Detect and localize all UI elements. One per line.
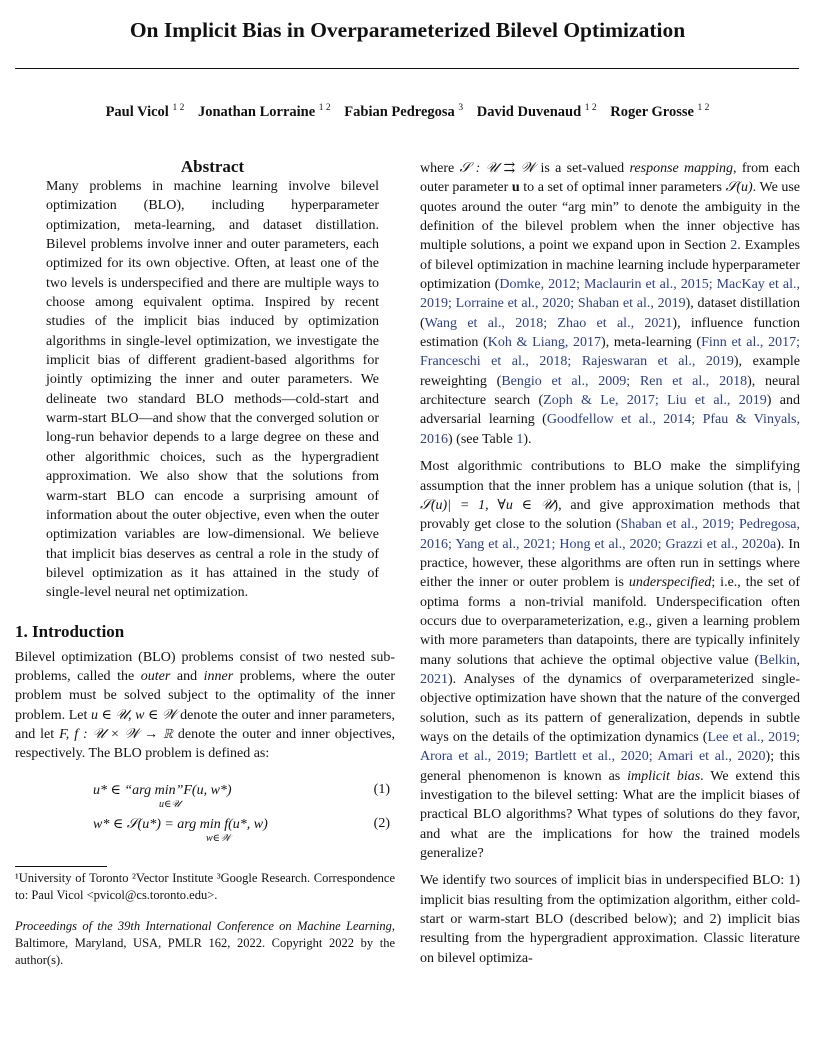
author — [477, 104, 597, 120]
citation-link[interactable]: Goodfellow et al., 2014; Pfau & Vinyals, 2016 — [420, 412, 800, 447]
citation-link[interactable]: Finn et al., 2017; Franceschi et al., 2018; Rajeswaran et al., 2019 — [420, 335, 801, 370]
text-run: denote the outer and inner parameters, and let — [15, 707, 396, 742]
text-run: denote the outer and inner objectives, respectively. The BLO problem is defined as: — [15, 726, 395, 762]
text-run: ), influence function estimation ( — [420, 315, 800, 351]
section-link[interactable]: 2 — [730, 238, 738, 254]
citation-link[interactable]: Zoph & Le, 2017; Liu et al., 2019 — [543, 393, 767, 409]
author-affiliation: 1 2 — [697, 103, 710, 113]
body-paragraph — [420, 159, 800, 449]
author — [106, 104, 185, 120]
author — [198, 104, 331, 120]
footnote — [15, 870, 395, 904]
table-link[interactable]: 1 — [516, 431, 524, 447]
author — [344, 104, 463, 120]
author-list — [0, 103, 815, 121]
footnote-correspondence: Correspondence to: Paul Vicol <pvicol@cs.toronto.edu>. — [15, 870, 396, 902]
author-name: Jonathan Lorraine — [197, 103, 316, 120]
footnote-affiliations: ¹University of Toronto ²Vector Institute ³Google Research. — [15, 870, 311, 885]
proceedings-details: , Baltimore, Maryland, USA, PMLR 162, 2022. Copyright 2022 by the author(s). — [15, 918, 395, 967]
citation-link[interactable]: Wang et al., 2018; Zhao et al., 2021 — [424, 315, 673, 331]
intro-paragraph — [15, 648, 395, 764]
equation-body: w* ∈ 𝒮(u*) = arg min f(u*, w) — [93, 816, 268, 832]
text-run: ), dataset distillation ( — [420, 296, 800, 331]
text-run: . Examples of bilevel optimization in machine learning include hyperparameter optimization ( — [420, 238, 800, 293]
equation-number: (1) — [373, 781, 390, 797]
emphasis: underspecified — [628, 575, 712, 591]
emphasis: outer — [140, 668, 171, 684]
abstract-text: Many problems in machine learning involve bilevel optimization (BLO), including hyperparameter optimization, meta-learning, and dataset distillation. Bilevel problems involve inner and outer parameters, each optimized for its own objective. Often, at least one of the two levels is underspecified and there are multiple ways to choose among equivalent optima. Inspired by recent studies of the implicit bias induced by optimization algorithms in single-level optimization, we investigate the implicit bias of different gradient-based algorithms for jointly optimizing the inner and outer parameters. We delineate two standard BLO methods—cold-start and warm-start BLO—and show that the converged solution or long-run behavior depends to a large degree on these and other algorithmic choices, such as the hypergradient approximation. We also show that the solutions from warm-start BLO can encode a surprising amount of information about the outer objective, even when the outer optimization variables are low-dimensional. We believe that implicit bias deserves as central a role in the study of bilevel optimization as it has attained in the study of single-level neural net optimization. — [46, 179, 379, 601]
footnote-rule — [15, 866, 107, 867]
abstract-section — [46, 156, 379, 603]
text-run: Bilevel optimization (BLO) problems consist of two nested sub-problems, called the — [15, 649, 395, 684]
equation-subscript: u∈𝒰 — [159, 798, 181, 810]
text-run: ), example reweighting ( — [420, 354, 800, 389]
text-run: ; i.e., the set of optima forms a non-trivial manifold. Underspecification often occurs due to overparameterization, e.g., given a learning problem with more parameters than datapoints, there are typically infinitely many solutions that achieve the optimal objective value ( — [420, 575, 800, 668]
author-name: Roger Grosse — [610, 103, 694, 120]
text-run: ). — [523, 431, 532, 447]
citation-link[interactable]: Domke, 2012; Maclaurin et al., 2015; MacKay et al., 2019; Lorraine et al., 2020; Shaban et al., 2019 — [420, 277, 800, 312]
right-column — [420, 159, 800, 968]
proceedings-venue: Proceedings of the 39th International Conference on Machine Learning — [15, 918, 392, 933]
equation-2 — [15, 816, 395, 850]
equation-subscript: w∈𝒲 — [206, 832, 231, 844]
text-run: problems, where the outer problem must be solved subject to the optimality of the inner problem. Let — [15, 668, 395, 723]
equation-block — [15, 782, 395, 850]
inline-math: 𝒮(u) — [725, 180, 753, 196]
citation-link[interactable]: Lee et al., 2019; Arora et al., 2019; Bartlett et al., 2020; Amari et al., 2020 — [420, 729, 800, 765]
inline-math: 𝒮 : 𝒰 ⇉ 𝒲 — [459, 161, 536, 176]
citation-link[interactable]: Bengio et al., 2009; Ren et al., 2018 — [501, 373, 748, 389]
equation-1 — [15, 782, 395, 816]
text-run: to a set of optimal inner parameters — [519, 180, 726, 196]
text-run: is a set-valued — [535, 161, 630, 176]
text-run: and — [170, 668, 204, 684]
author-affiliation: 3 — [458, 103, 464, 113]
author-affiliation: 1 2 — [318, 103, 331, 113]
text-run: , from each outer parameter — [420, 161, 800, 196]
author — [610, 104, 709, 120]
paper-title: On Implicit Bias in Overparameterized Bilevel Optimization — [129, 18, 686, 42]
section-heading-introduction: 1. Introduction — [15, 621, 125, 641]
author-affiliation: 1 2 — [172, 103, 185, 113]
abstract-heading: Abstract — [180, 157, 245, 176]
text-run: , — [796, 652, 800, 668]
equation-number: (2) — [373, 815, 390, 831]
text-run: ). Analyses of the dynamics of overparameterized single-objective optimization have shown that the nature of the converged solution, such as its pattern of generalization, depends in subtle ways on the details of the optimization dynamics ( — [420, 671, 800, 745]
citation-link[interactable]: Belkin — [759, 652, 797, 668]
text-run: ) and adversarial learning ( — [420, 393, 800, 428]
inline-math: u ∈ 𝒰, w ∈ 𝒲 — [90, 707, 177, 723]
equation-body: u* ∈ “arg min”F(u, w*) — [93, 782, 232, 798]
citation-link[interactable]: 2021 — [420, 671, 448, 687]
emphasis: implicit bias — [627, 768, 701, 784]
author-name: Fabian Pedregosa — [344, 103, 455, 120]
body-paragraph — [420, 457, 800, 863]
text-run: ), neural architecture search ( — [420, 373, 800, 409]
text-run: . We extend this investigation to the bilevel setting: What are the implicit biases of practical BLO algorithms? What types of solutions do they favor, and what are the implications for how the trained models generalize? — [420, 768, 800, 862]
emphasis: response mapping — [629, 161, 734, 176]
left-column — [15, 156, 395, 981]
text-run: ); this general phenomenon is known as — [420, 749, 801, 784]
inline-math: |𝒮(u)| = 1, ∀u ∈ 𝒰 — [420, 478, 800, 513]
text-run: Most algorithmic contributions to BLO make the simplifying assumption that the inner problem has a unique solution (that is, — [420, 459, 800, 494]
title-rule — [15, 68, 799, 69]
text-run: . We use quotes around the outer “arg min” to denote the ambiguity in the definition of the bilevel problem when the inner objective has multiple solutions, a point we expand upon in Section — [420, 180, 801, 254]
citation-link[interactable]: Koh & Liang, 2017 — [487, 335, 602, 351]
author-name: Paul Vicol — [105, 103, 169, 120]
text-run: ) (see Table — [448, 431, 517, 447]
emphasis: inner — [203, 668, 234, 684]
inline-math: u — [511, 180, 520, 196]
text-run: ), meta-learning ( — [601, 335, 702, 351]
text-run: ), and give approximation methods that provably get close to the solution ( — [420, 497, 801, 533]
citation-link[interactable]: Shaban et al., 2019; Pedregosa, 2016; Yang et al., 2021; Hong et al., 2020; Grazzi et al., 2020a — [420, 517, 800, 552]
body-paragraph: We identify two sources of implicit bias in underspecified BLO: 1) implicit bias resulting from the optimization algorithm, either cold-start or warm-start BLO (described below); and 2) implicit bias resulting from the hypergradient approximation. Classic literature on bilevel optimiza- — [420, 873, 800, 966]
text-run: where — [420, 161, 460, 176]
proceedings-note — [15, 918, 395, 969]
inline-math: F, f : 𝒰 × 𝒲 → ℝ — [59, 726, 173, 742]
author-name: David Duvenaud — [476, 103, 582, 120]
text-run: ). In practice, however, these algorithms are often run in settings where either the inner or outer problem is — [420, 536, 800, 591]
author-affiliation: 1 2 — [584, 103, 597, 113]
